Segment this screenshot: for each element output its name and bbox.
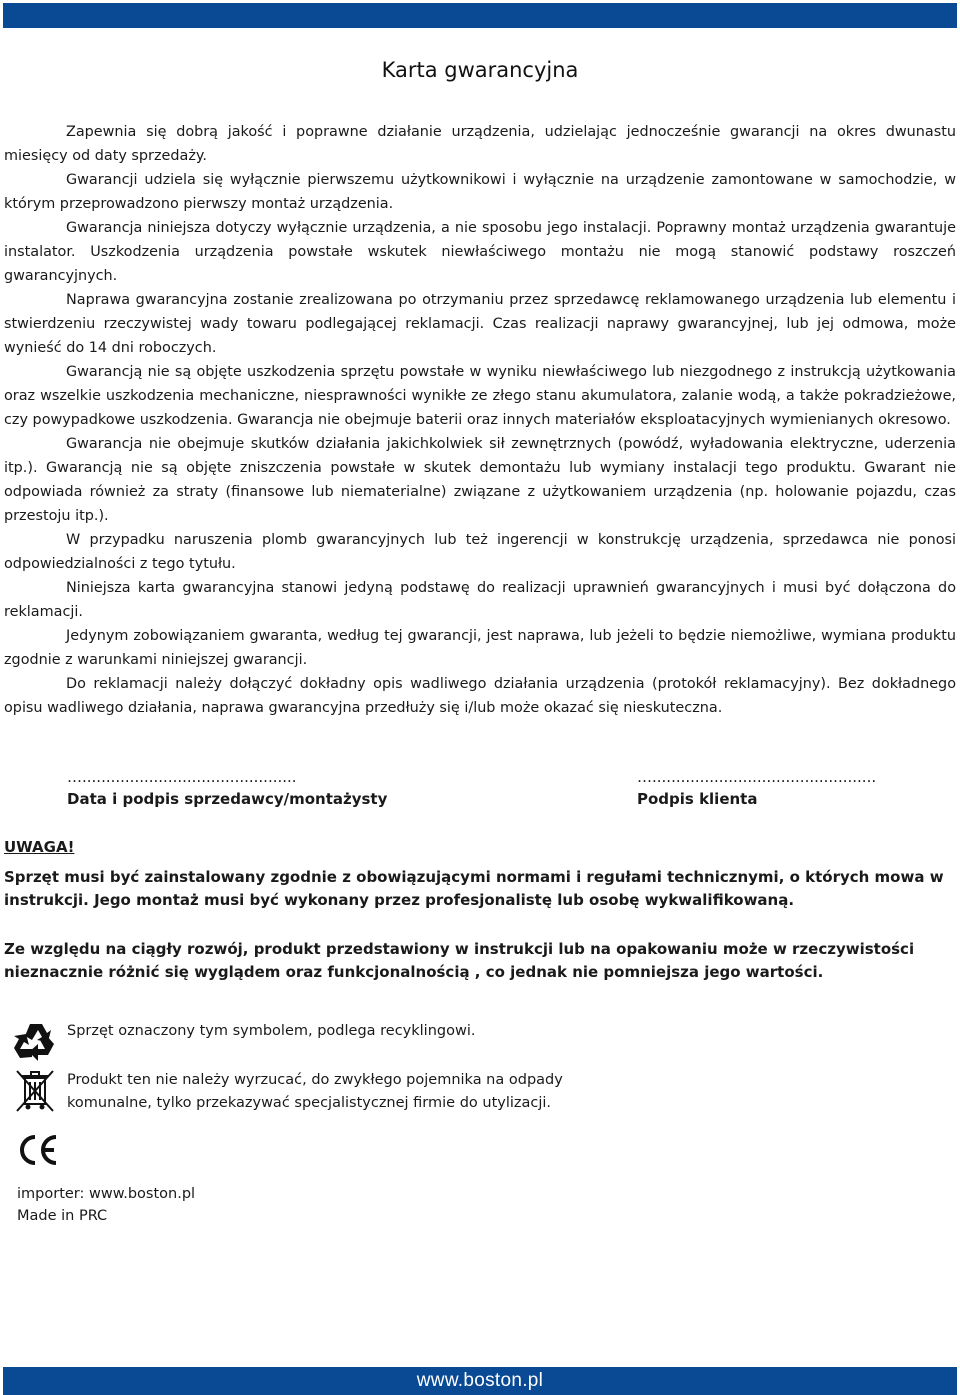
paragraph: Zapewnia się dobrą jakość i poprawne działanie urządzenia, udzielając jednocześnie gwarancji na okres dwunastu miesięcy od daty sprzedaży. — [4, 124, 956, 164]
warning-product-variation: Ze względu na ciągły rozwój, produkt przedstawiony w instrukcji lub na opakowaniu może w rzeczywistości nieznacznie różnić się wyglądem oraz funkcjonalnością , co jednak nie pomniejsza jego wartości. — [4, 940, 915, 981]
importer-info — [17, 1183, 195, 1227]
paragraph: Jedynym zobowiązaniem gwaranta, według tej gwarancji, jest naprawa, lub jeżeli to będzie niemożliwe, wymiana produktu zgodnie z warunkami niniejszej gwarancji. — [4, 628, 956, 668]
crossed-bin-icon — [14, 1068, 56, 1114]
footer-brand-bar — [3, 1367, 957, 1395]
warning-installation: Sprzęt musi być zainstalowany zgodnie z obowiązującymi normami i regułami technicznymi, o których mowa w instrukcji. Jego montaż musi być wykonany przez profesjonalistę lub osobę wykwalifikowaną. — [4, 868, 944, 909]
seller-signature-line: …............................................. — [67, 768, 297, 786]
seller-signature-label: Data i podpis sprzedawcy/montażysty — [67, 790, 388, 808]
paragraph: W przypadku naruszenia plomb gwarancyjnych lub też ingerencji w konstrukcję urządzenia, sprzedawca nie ponosi odpowiedzialności z tego tytułu. — [4, 532, 956, 572]
paragraph: Niniejsza karta gwarancyjna stanowi jedyną podstawę do realizacji uprawnień gwarancyjnych i musi być dołączona do reklamacji. — [4, 580, 956, 620]
warning-heading: UWAGA! — [4, 838, 75, 856]
recycle-text: Sprzęt oznaczony tym symbolem, podlega recyklingowi. — [67, 1023, 476, 1039]
importer-line: importer: www.boston.pl — [17, 1186, 196, 1202]
paragraph: Do reklamacji należy dołączyć dokładny opis wadliwego działania urządzenia (protokół reklamacyjny). Bez dokładnego opisu wadliwego działania, naprawa gwarancyjna przedłuży się i/lub może okazać się nieskuteczna. — [4, 676, 956, 716]
footer-url[interactable]: www.boston.pl — [416, 1370, 544, 1391]
client-signature-label: Podpis klienta — [637, 790, 758, 808]
weee-text-line-1: Produkt ten nie należy wyrzucać, do zwykłego pojemnika na odpady — [67, 1072, 563, 1088]
page-title: Karta gwarancyjna — [381, 58, 579, 82]
ce-mark-icon — [16, 1133, 60, 1167]
client-signature-line: …............................................... — [637, 768, 877, 786]
paragraph: Gwarancja nie obejmuje skutków działania jakichkolwiek sił zewnętrznych (powódź, wyładowania elektryczne, uderzenia itp.). Gwarancją nie są objęte zniszczenia powstałe w skutek demontażu lub wymiany instalacji tego produktu. Gwarant nie odpowiada również za straty (finansowe lub niematerialne) związane z użytkowaniem urządzenia (np. holowanie pojazdu, czas przestoju itp.). — [4, 436, 956, 524]
paragraph: Naprawa gwarancyjna zostanie zrealizowana po otrzymaniu przez sprzedawcę reklamowanego urządzenia lub elementu i stwierdzeniu rzeczywistej wady towaru podlegającej reklamacji. Czas realizacji naprawy gwarancyjnej, lub jej odmowa, może wynieść do 14 dni roboczych. — [4, 292, 956, 356]
paragraph: Gwarancja niniejsza dotyczy wyłącznie urządzenia, a nie sposobu jego instalacji. Poprawny montaż urządzenia gwarantuje instalator. Uszkodzenia urządzenia powstałe wskutek niewłaściwego montażu nie mogą stanowić podstawy roszczeń gwarancyjnych. — [4, 220, 956, 284]
weee-text-line-2: komunalne, tylko przekazywać specjalistycznej firmie do utylizacji. — [67, 1095, 552, 1111]
client-signature — [637, 768, 876, 808]
top-brand-bar — [3, 3, 957, 28]
paragraph: Gwarancją nie są objęte uszkodzenia sprzętu powstałe w wyniku niewłaściwego lub niezgodnego z instrukcją użytkowania oraz wszelkie uszkodzenia mechaniczne, niesprawności wynikłe ze złego stanu akumulatora, zalanie wodą, a także pokradzieżowe, czy powypadkowe uszkodzenia. Gwarancja nie obejmuje baterii oraz innych materiałów eksploatacyjnych wymienianych okresowo. — [4, 364, 956, 428]
paragraph: Gwarancji udziela się wyłącznie pierwszemu użytkownikowi i wyłącznie na urządzenie zamontowane w samochodzie, w którym przeprowadzono pierwszy montaż urządzenia. — [4, 172, 956, 212]
seller-signature — [67, 768, 387, 808]
made-in-line: Made in PRC — [17, 1208, 108, 1224]
recycle-icon — [12, 1018, 60, 1066]
warranty-terms — [4, 120, 956, 720]
